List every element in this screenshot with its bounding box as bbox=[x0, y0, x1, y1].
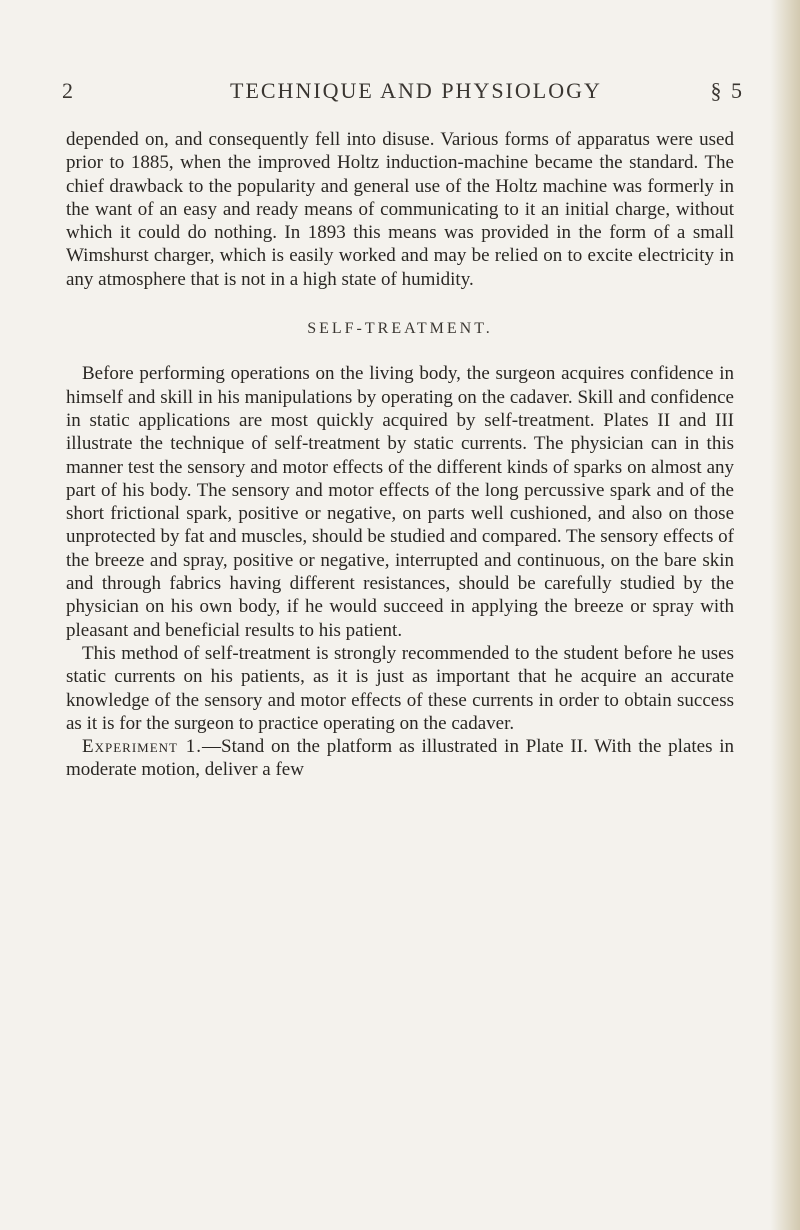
paragraph-recommendation: This method of self-treatment is strongly recommended to the student before he uses static currents on his patients, as it is just as important that he acquire an accurate knowledge of the sensory and motor effects of these currents in order to obtain success as it is for the surgeon to practice operating on the cadaver. bbox=[66, 642, 734, 734]
running-title: TECHNIQUE AND PHYSIOLOGY bbox=[230, 78, 602, 103]
intro-paragraph: depended on, and consequently fell into disuse. Various forms of apparatus were used prior to 1885, when the improved Holtz induction-machine became the standard. The chief drawback to the popularity and general use of the Holtz machine was formerly in the want of an easy and ready means of communicating to it an initial charge, without which it could do nothing. In 1893 this means was provided in the form of a small Wimshurst charger, which is easily worked and may be relied on to excite electricity in any atmosphere that is not in a high state of humidity. bbox=[66, 129, 734, 290]
section-mark: § 5 bbox=[710, 78, 744, 103]
body-text bbox=[66, 128, 734, 782]
page-number: 2 bbox=[62, 78, 75, 103]
experiment-label: Experiment 1. bbox=[82, 736, 202, 758]
paragraph-experiment bbox=[66, 735, 734, 782]
paragraph-self-treatment: Before performing operations on the living body, the surgeon acquires confidence in himself and skill in his manipulations by operating on the cadaver. Skill and confidence in static applications are most quickly acquired by self-treatment. Plates II and III illustrate the technique of self-treatment by static currents. The physician can in this manner test the sensory and motor effects of the different kinds of sparks on almost any part of his body. The sensory and motor effects of the long percussive spark and of the short frictional spark, positive or negative, on parts well cushioned, and also on those unprotected by fat and muscles, should be studied and compared. The sensory effects of the breeze and spray, positive or negative, interrupted and continuous, on the bare skin and through fabrics having different resistances, should be carefully studied by the physician on his own body, if he would succeed in applying the breeze or spray with pleasant and beneficial results to his patient. bbox=[66, 363, 734, 641]
section-heading: SELF-TREATMENT. bbox=[307, 320, 493, 338]
running-head bbox=[62, 78, 744, 114]
experiment-text: —Stand on the platform as illustrated in Plate II. With the plates in moderate motion, deliver a few bbox=[66, 736, 735, 781]
page-edge-shadow bbox=[770, 0, 800, 1230]
